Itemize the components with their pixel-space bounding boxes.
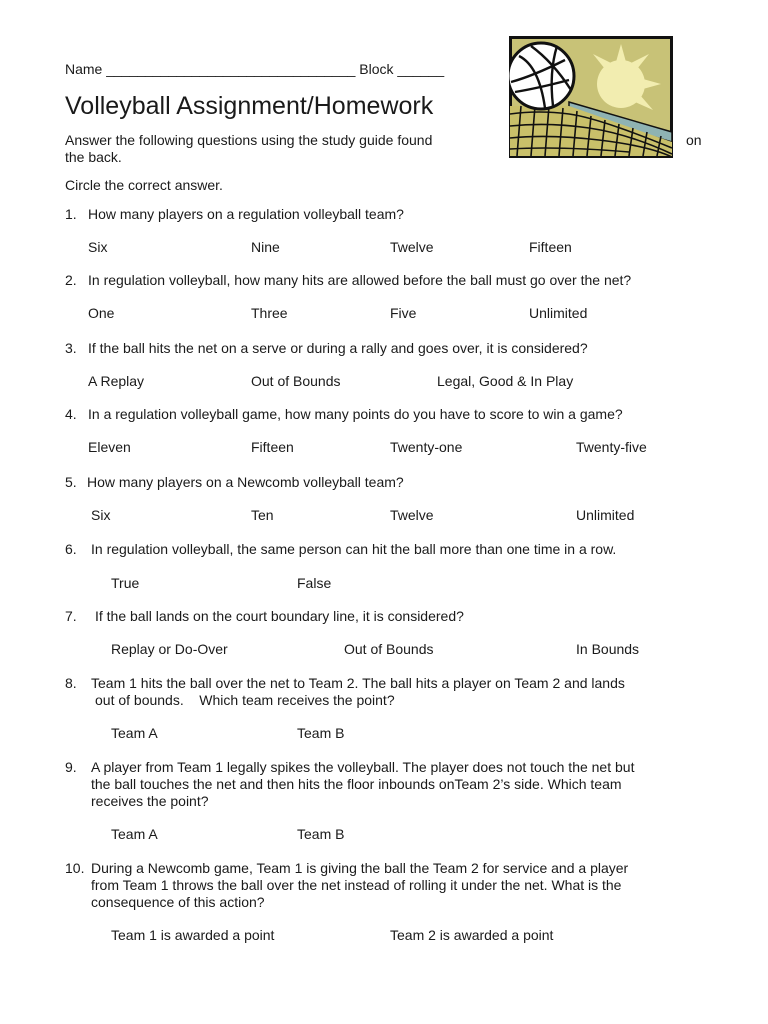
answer-choice[interactable]: Replay or Do-Over [111, 641, 228, 657]
answer-choice[interactable]: A Replay [88, 373, 145, 389]
question-1-text: How many players on a regulation volleyball team? [88, 206, 404, 222]
answer-choice[interactable]: Out of Bounds [251, 373, 341, 389]
question-10-text-line: During a Newcomb game, Team 1 is giving the ball the Team 2 for service and a player [91, 860, 629, 876]
question-9-text-line: receives the point? [91, 793, 209, 809]
answer-choice[interactable]: Six [88, 239, 108, 255]
question-4-text: In a regulation volleyball game, how many points do you have to score to win a game? [88, 406, 623, 422]
answer-choice[interactable]: Five [390, 305, 417, 321]
intro-text-continued: on [686, 132, 702, 148]
answer-choice[interactable]: Team B [297, 725, 345, 741]
question-5-number: 5. [65, 474, 77, 490]
question-10-number: 10. [65, 860, 85, 876]
answer-choice[interactable]: Fifteen [251, 439, 294, 455]
question-7-text: If the ball lands on the court boundary line, it is considered? [95, 608, 464, 624]
intro-text: Answer the following questions using the study guide found [65, 132, 433, 148]
volleyball-net-icon [509, 36, 673, 158]
answer-choice[interactable]: Team A [111, 725, 158, 741]
answer-choice[interactable]: Out of Bounds [344, 641, 434, 657]
question-8-number: 8. [65, 675, 77, 691]
answer-choice[interactable]: True [111, 575, 140, 591]
answer-choice[interactable]: One [88, 305, 115, 321]
answer-choice[interactable]: Ten [251, 507, 274, 523]
question-3-text: If the ball hits the net on a serve or during a rally and goes over, it is considered? [88, 340, 588, 356]
answer-choice[interactable]: Nine [251, 239, 280, 255]
answer-choice[interactable]: Three [251, 305, 288, 321]
question-6-number: 6. [65, 541, 77, 557]
answer-choice[interactable]: Team 2 is awarded a point [390, 927, 554, 943]
answer-choice[interactable]: Team A [111, 826, 158, 842]
answer-choice[interactable]: Twenty-one [390, 439, 463, 455]
question-9-text-line: the ball touches the net and then hits the floor inbounds onTeam 2’s side. Which team [91, 776, 622, 792]
question-8-text-line: out of bounds. Which team receives the point? [95, 692, 395, 708]
answer-choice[interactable]: Fifteen [529, 239, 572, 255]
answer-choice[interactable]: Team B [297, 826, 345, 842]
question-8-text-line: Team 1 hits the ball over the net to Team 2. The ball hits a player on Team 2 and lands [91, 675, 625, 691]
answer-choice[interactable]: Twelve [390, 507, 434, 523]
answer-choice[interactable]: Twelve [390, 239, 434, 255]
question-1-number: 1. [65, 206, 77, 222]
answer-choice[interactable]: In Bounds [576, 641, 640, 657]
question-10-text-line: from Team 1 throws the ball over the net instead of rolling it under the net. What is the [91, 877, 622, 893]
question-2-number: 2. [65, 272, 77, 288]
question-5-text: How many players on a Newcomb volleyball team? [87, 474, 404, 490]
name-block-line: Name ________________________________ Block ______ [65, 61, 445, 77]
instruction-text: Circle the correct answer. [65, 177, 223, 193]
answer-choice[interactable]: Unlimited [576, 507, 635, 523]
answer-choice[interactable]: Eleven [88, 439, 131, 455]
question-6-text: In regulation volleyball, the same person can hit the ball more than one time in a row. [91, 541, 617, 557]
question-2-text: In regulation volleyball, how many hits are allowed before the ball must go over the net? [88, 272, 632, 288]
question-10-text-line: consequence of this action? [91, 894, 265, 910]
answer-choice[interactable]: False [297, 575, 332, 591]
question-9-text-line: A player from Team 1 legally spikes the volleyball. The player does not touch the net but [91, 759, 635, 775]
question-4-number: 4. [65, 406, 77, 422]
question-9-number: 9. [65, 759, 77, 775]
answer-choice[interactable]: Team 1 is awarded a point [111, 927, 275, 943]
question-3-number: 3. [65, 340, 77, 356]
answer-choice[interactable]: Six [91, 507, 111, 523]
answer-choice[interactable]: Twenty-five [576, 439, 647, 455]
intro-text-line2: the back. [65, 149, 122, 165]
question-7-number: 7. [65, 608, 77, 624]
page-title: Volleyball Assignment/Homework [65, 92, 434, 120]
answer-choice[interactable]: Legal, Good & In Play [437, 373, 574, 389]
answer-choice[interactable]: Unlimited [529, 305, 588, 321]
